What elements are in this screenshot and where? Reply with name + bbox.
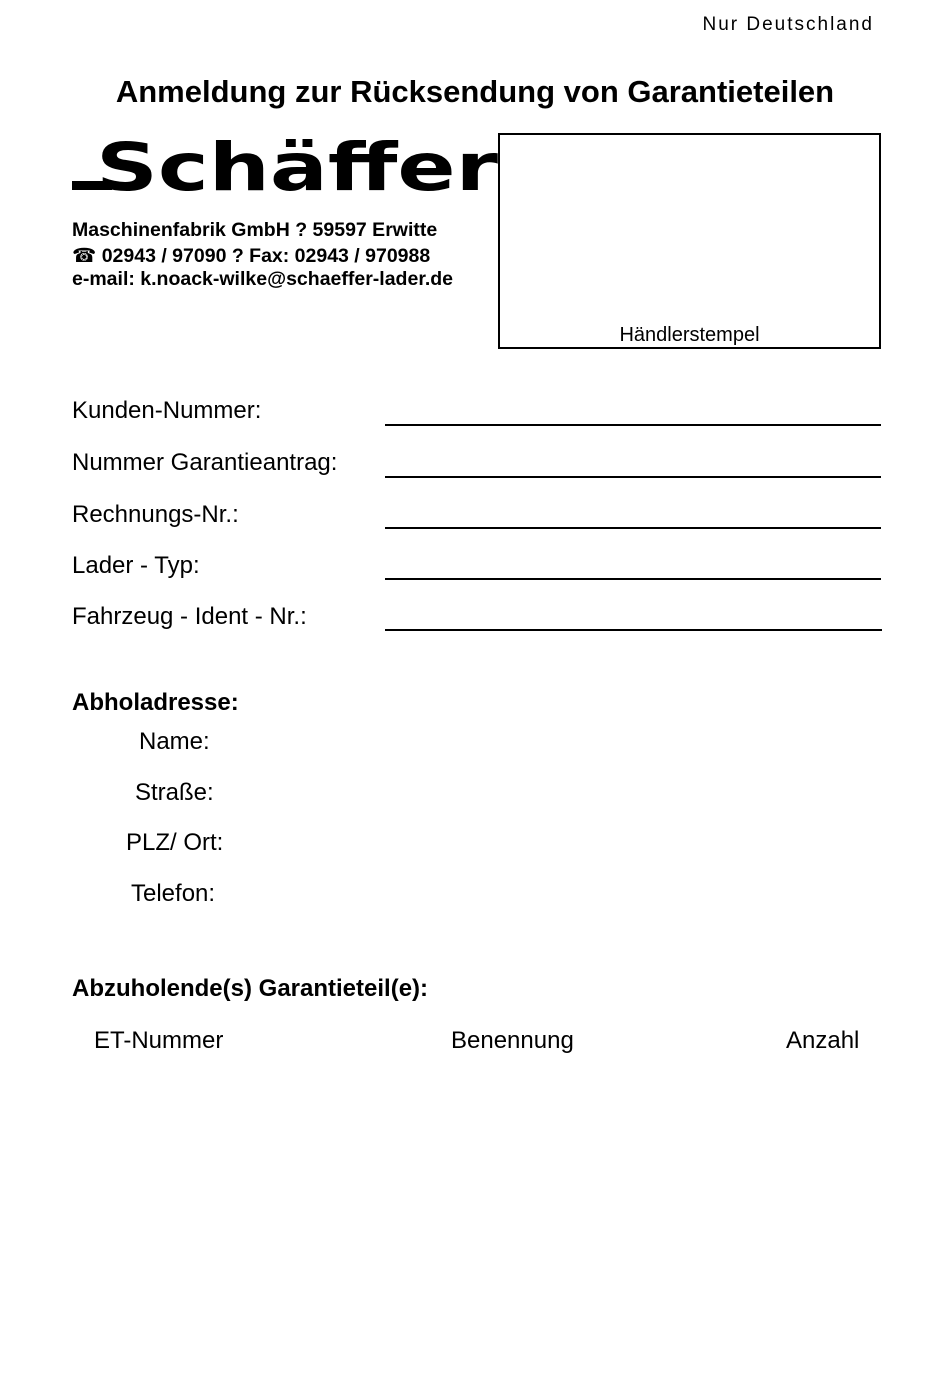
document-title: Anmeldung zur Rücksendung von Garantieteilen [115, 74, 835, 109]
vehicle-id-label: Fahrzeug - Ident - Nr.: [72, 603, 307, 630]
company-email: e-mail: k.noack-wilke@schaeffer-lader.de [72, 268, 454, 290]
company-logo [72, 134, 500, 198]
pickup-street-label: Straße: [135, 779, 214, 806]
parts-heading: Abzuholende(s) Garantieteil(e): [72, 975, 429, 1002]
customer-number-label: Kunden-Nummer: [72, 397, 262, 424]
dealer-stamp-label: Händlerstempel [619, 324, 760, 346]
pickup-city-label: PLZ/ Ort: [126, 829, 224, 856]
pickup-phone-label: Telefon: [131, 880, 216, 907]
warranty-claim-number-line[interactable] [385, 476, 881, 478]
loader-type-line[interactable] [385, 578, 881, 580]
company-address: Maschinenfabrik GmbH ? 59597 Erwitte [72, 219, 438, 241]
dealer-stamp-box [498, 133, 881, 349]
customer-number-line[interactable] [385, 424, 881, 426]
invoice-number-label: Rechnungs-Nr.: [72, 501, 239, 528]
vehicle-id-line[interactable] [385, 629, 882, 631]
logo-wordmark: Schäffer [96, 134, 499, 198]
region-note: Nur Deutschland [702, 14, 874, 35]
pickup-address-heading: Abholadresse: [72, 689, 239, 716]
column-part-number: ET-Nummer [94, 1027, 224, 1054]
column-description: Benennung [451, 1027, 574, 1054]
loader-type-label: Lader - Typ: [72, 552, 200, 579]
pickup-name-label: Name: [139, 728, 210, 755]
invoice-number-line[interactable] [385, 527, 881, 529]
column-quantity: Anzahl [786, 1027, 860, 1054]
warranty-claim-number-label: Nummer Garantieantrag: [72, 449, 338, 476]
company-phone: ☎ 02943 / 97090 ? Fax: 02943 / 970988 [72, 245, 431, 267]
